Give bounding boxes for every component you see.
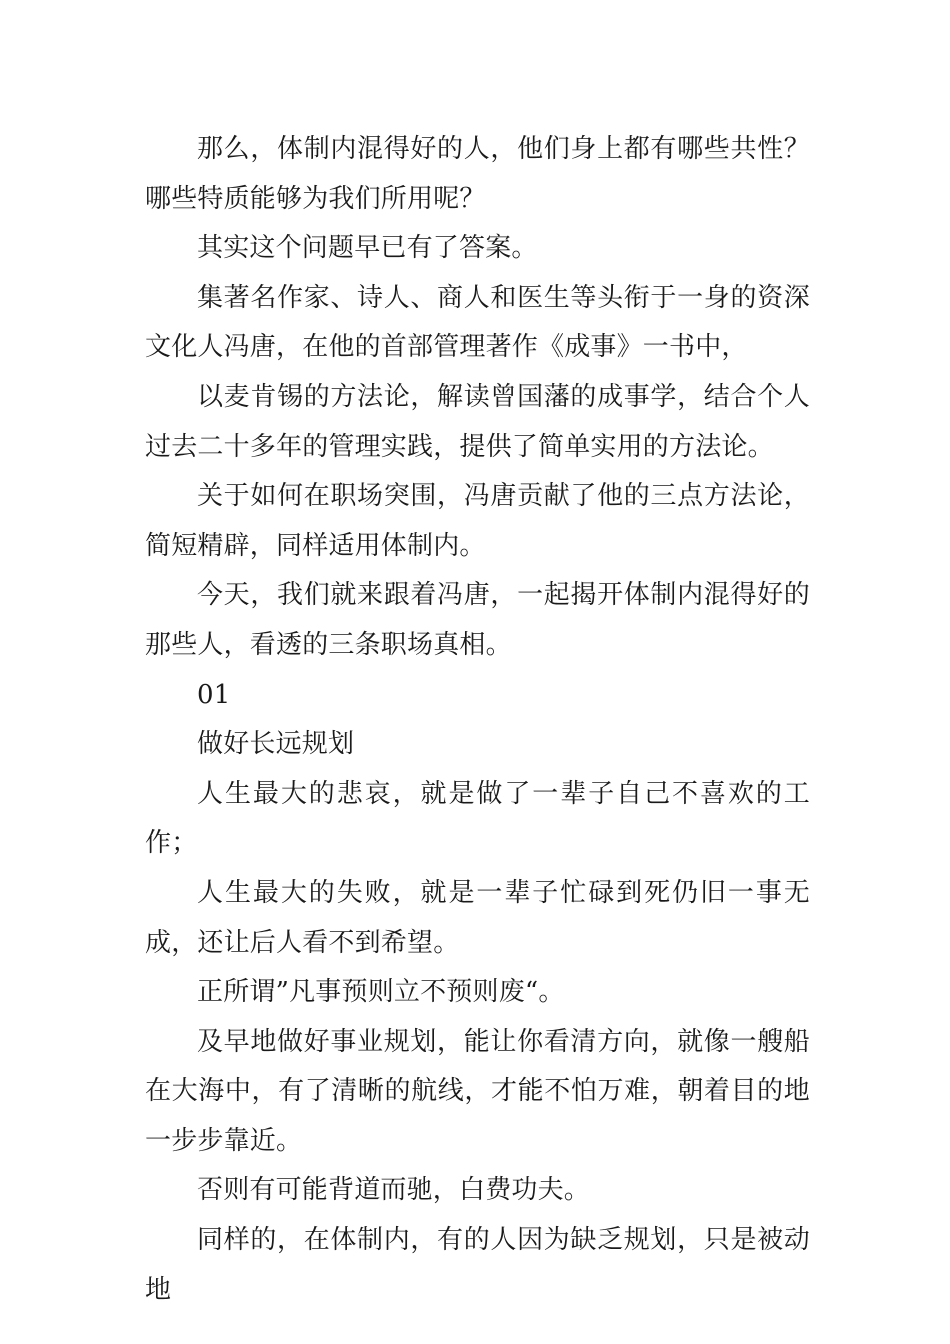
paragraph: 那么，体制内混得好的人，他们身上都有哪些共性？哪些特质能够为我们所用呢？ <box>145 134 810 214</box>
section-number: 01 <box>197 679 231 710</box>
paragraph: 其实这个问题早已有了答案。 <box>197 233 538 264</box>
paragraph: 正所谓”凡事预则立不预则废“。 <box>197 977 565 1008</box>
paragraph: 否则有可能背道而驰，白费功夫。 <box>197 1175 591 1206</box>
paragraph: 同样的，在体制内，有的人因为缺乏规划，只是被动地 <box>145 1225 810 1305</box>
paragraph: 关于如何在职场突围，冯唐贡献了他的三点方法论，简短精辟，同样适用体制内。 <box>145 481 810 561</box>
paragraph: 以麦肯锡的方法论，解读曾国藩的成事学，结合个人过去二十多年的管理实践，提供了简单实用的方法论。 <box>145 381 810 462</box>
document-body <box>145 125 810 1315</box>
paragraph: 及早地做好事业规划，能让你看清方向，就像一艘船在大海中，有了清晰的航线，才能不怕万难，朝着目的地一步步靠近。 <box>145 1026 810 1156</box>
paragraph: 人生最大的悲哀，就是做了一辈子自己不喜欢的工作； <box>145 778 810 859</box>
paragraph: 今天，我们就来跟着冯唐，一起揭开体制内混得好的那些人，看透的三条职场真相。 <box>145 580 810 660</box>
paragraph: 集著名作家、诗人、商人和医生等头衔于一身的资深文化人冯唐，在他的首部管理著作《成事》一书中， <box>145 282 810 363</box>
section-heading: 做好长远规划 <box>197 729 355 760</box>
paragraph: 人生最大的失败，就是一辈子忙碌到死仍旧一事无成，还让后人看不到希望。 <box>145 877 810 958</box>
